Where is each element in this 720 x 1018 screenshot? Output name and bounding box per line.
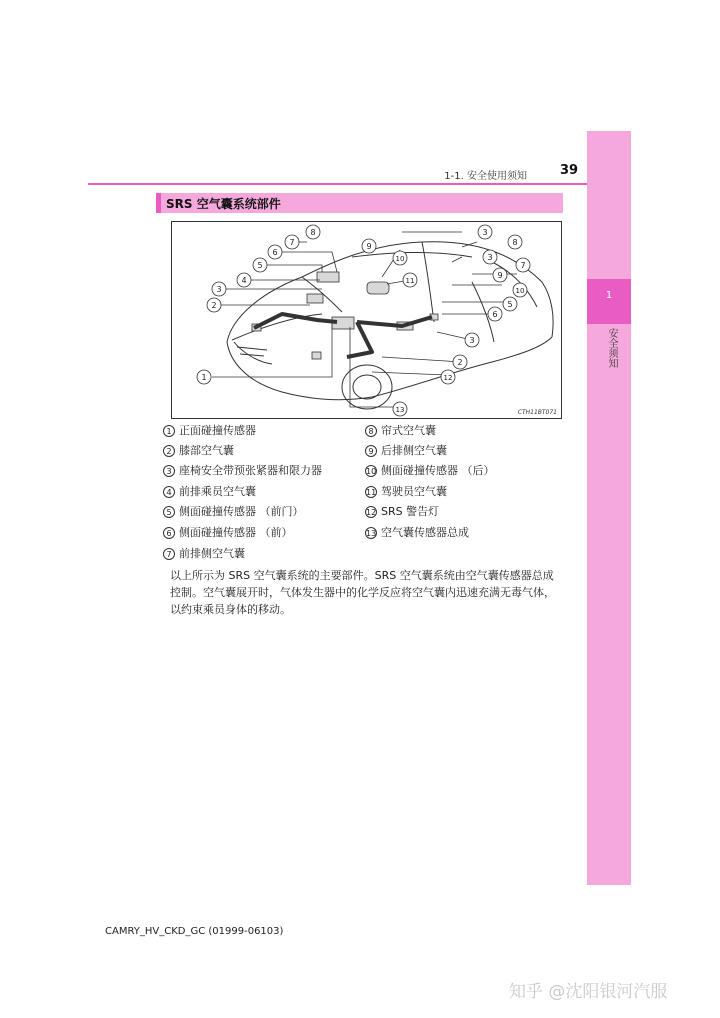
b-pillar	[422, 242, 434, 322]
legend-text: 后排侧空气囊	[381, 444, 447, 457]
callout-5-label: 5	[257, 261, 263, 270]
callout-9-label: 9	[366, 242, 372, 251]
sensor-harness-rear	[357, 317, 432, 326]
callout-3-rear-label: 3	[482, 228, 488, 237]
legend-number: 10	[366, 467, 377, 476]
driver-airbag-module	[367, 282, 389, 294]
front-sensor-right	[312, 352, 321, 359]
legend-item	[163, 442, 234, 458]
callout-8-label: 8	[310, 228, 316, 237]
car-lower-outline	[227, 337, 552, 400]
section-title: SRS 空气囊系统部件	[166, 197, 281, 211]
legend-item	[163, 422, 256, 438]
legend-item	[163, 462, 322, 478]
legend-number: 11	[366, 488, 377, 497]
legend-text: 帘式空气囊	[381, 424, 436, 437]
callout-5-rear-label: 5	[507, 300, 513, 309]
callout-6-rear-label: 6	[492, 310, 498, 319]
srs-diagram	[171, 221, 562, 419]
chapter-number: 1	[605, 290, 613, 301]
callout-4-label: 4	[241, 276, 247, 285]
callout-10-rear-label: 10	[515, 287, 525, 295]
legend-text: 正面碰撞传感器	[179, 424, 256, 437]
callout-10-label: 10	[395, 255, 405, 263]
section-path: 1-1. 安全使用须知	[444, 171, 527, 182]
callout-1-label: 1	[201, 373, 207, 382]
legend-text: 驾驶员空气囊	[381, 485, 447, 498]
footer-code: CAMRY_HV_CKD_GC (01999-06103)	[105, 926, 284, 937]
callout-9-rear-label: 9	[497, 271, 503, 280]
legend-item	[365, 462, 495, 478]
callout-3-lower-label: 3	[469, 336, 475, 345]
legend-item	[163, 483, 256, 499]
car-illustration	[172, 222, 563, 420]
legend-text: 膝部空气囊	[179, 444, 234, 457]
legend-number: 8	[365, 425, 377, 437]
legend-number: 4	[163, 486, 175, 498]
legend-number: 12	[366, 508, 377, 517]
legend-text: 前排乘员空气囊	[179, 485, 256, 498]
legend-number: 5	[163, 506, 175, 518]
section-title-accent	[156, 193, 161, 213]
knee-airbag-module	[307, 294, 323, 303]
front-wheel	[342, 365, 392, 409]
legend-number: 6	[163, 527, 175, 539]
callout-2-label: 2	[211, 301, 217, 310]
legend-number: 3	[163, 465, 175, 477]
legend-item	[365, 442, 447, 458]
legend-number: 1	[163, 425, 175, 437]
chapter-side-tab	[587, 131, 631, 885]
callout-12-label: 12	[443, 374, 453, 382]
callout-11-label: 11	[405, 277, 415, 285]
grille	[234, 342, 272, 364]
callout-13-label: 13	[395, 406, 405, 414]
callout-3-label: 3	[216, 285, 222, 294]
callout-3-rear-b-label: 3	[487, 253, 493, 262]
sensor-harness-front	[254, 314, 337, 328]
page-number: 39	[560, 163, 579, 178]
legend-item	[163, 545, 245, 561]
callout-7-rear-label: 7	[520, 261, 526, 270]
callout-8-rear-label: 8	[512, 238, 518, 247]
legend-number: 9	[365, 445, 377, 457]
header-rule	[88, 183, 587, 185]
chapter-active-marker	[587, 279, 631, 324]
legend-text: 前排侧空气囊	[179, 547, 245, 560]
legend-item	[365, 422, 436, 438]
legend-text: 空气囊传感器总成	[381, 526, 469, 539]
figure-code: CTH11BT071	[517, 409, 557, 416]
legend-number: 2	[163, 445, 175, 457]
legend-item	[365, 503, 439, 519]
watermark: 知乎 @沈阳银河汽服	[509, 982, 668, 1002]
legend-text: 侧面碰撞传感器 （前门）	[179, 505, 304, 518]
legend-text: 侧面碰撞传感器 （前）	[179, 526, 293, 539]
legend-text: SRS 警告灯	[381, 505, 440, 518]
legend-item	[365, 483, 447, 499]
body-paragraph: 以上所示为 SRS 空气囊系统的主要部件。SRS 空气囊系统由空气囊传感器总成控制。空气囊展开时，气体发生器中的化学反应将空气囊内迅速充满无毒气体，以约束乘员身体的移动。	[170, 569, 555, 616]
passenger-airbag-module	[317, 272, 339, 282]
legend-item	[365, 524, 469, 540]
legend-number: 13	[366, 529, 377, 538]
legend-text: 侧面碰撞传感器 （后）	[381, 464, 495, 477]
legend-text: 座椅安全带预张紧器和限力器	[179, 464, 322, 477]
callout-7-label: 7	[289, 238, 295, 247]
legend-item	[163, 524, 293, 540]
callout-6-label: 6	[272, 248, 278, 257]
legend-number: 7	[163, 548, 175, 560]
legend-item	[163, 503, 304, 519]
chapter-label: 安全须知	[606, 328, 617, 368]
callout-2-rear-label: 2	[457, 358, 463, 367]
